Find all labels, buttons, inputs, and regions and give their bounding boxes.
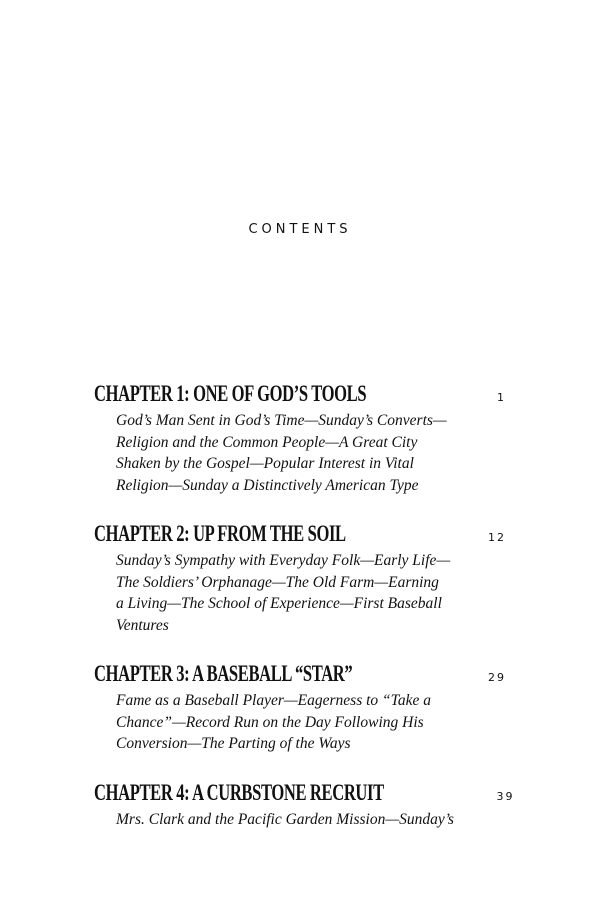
description-line: The Soldiers’ Orphanage—The Old Farm—Earning bbox=[116, 573, 439, 591]
description-line: Fame as a Baseball Player—Eagerness to “Take a bbox=[116, 692, 431, 709]
page-number: 12 bbox=[488, 531, 506, 544]
description-line: Shaken by the Gospel—Popular Interest in Vital bbox=[116, 455, 414, 472]
page-title: CONTENTS bbox=[248, 222, 352, 237]
page-number: 29 bbox=[488, 671, 506, 684]
page-number: 39 bbox=[496, 789, 515, 803]
toc-entry-header bbox=[94, 660, 506, 688]
chapter-description bbox=[116, 690, 456, 755]
description-line: Religion and the Common People—A Great City bbox=[116, 433, 418, 451]
toc-entry-chapter-3 bbox=[94, 660, 506, 755]
chapter-title: CHAPTER 4: A CURBSTONE RECRUIT bbox=[94, 779, 384, 805]
toc-entry-chapter-1 bbox=[94, 380, 506, 496]
description-line: Religion—Sunday a Distinctively American Type bbox=[116, 476, 419, 494]
description-line: Conversion—The Parting of the Ways bbox=[116, 735, 351, 752]
chapter-description bbox=[116, 410, 456, 496]
description-line: God’s Man Sent in God’s Time—Sunday’s Converts— bbox=[116, 412, 447, 429]
page-number: 1 bbox=[497, 391, 506, 404]
chapter-title: CHAPTER 2: UP FROM THE SOIL bbox=[94, 521, 346, 546]
toc-entry-header bbox=[94, 520, 506, 548]
toc-entry-chapter-2 bbox=[94, 520, 506, 636]
description-line: Sunday’s Sympathy with Everyday Folk—Early Life— bbox=[116, 552, 451, 569]
description-line: Mrs. Clark and the Pacific Garden Mission—Sunday’s bbox=[116, 810, 454, 828]
chapter-title: CHAPTER 1: ONE OF GOD’S TOOLS bbox=[94, 381, 367, 406]
table-of-contents bbox=[94, 380, 515, 854]
description-line: Ventures bbox=[116, 616, 169, 634]
toc-entry-header bbox=[94, 779, 515, 807]
chapter-title: CHAPTER 3: A BASEBALL “STAR” bbox=[94, 661, 353, 686]
chapter-description bbox=[116, 809, 456, 831]
chapter-description bbox=[116, 550, 456, 636]
description-line: a Living—The School of Experience—First Baseball bbox=[116, 595, 442, 612]
toc-entry-chapter-4 bbox=[94, 779, 515, 831]
description-line: Chance”—Record Run on the Day Following His bbox=[116, 713, 424, 731]
toc-entry-header bbox=[94, 380, 506, 408]
